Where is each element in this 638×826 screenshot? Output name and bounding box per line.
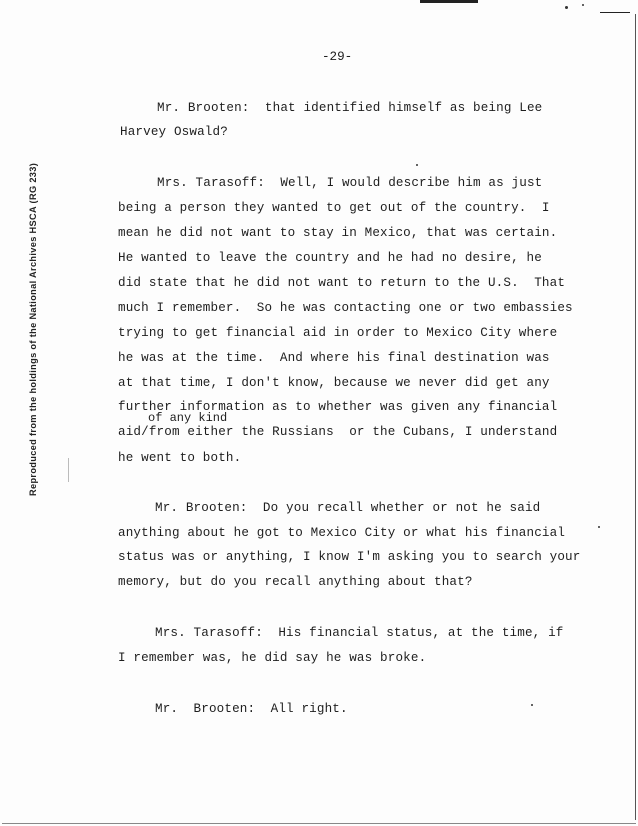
transcript-line: memory, but do you recall anything about that? <box>118 575 473 589</box>
transcript-line: Mrs. Tarasoff: His financial status, at the time, if <box>155 626 564 640</box>
scan-speck <box>416 164 418 166</box>
transcript-line: aid/from either the Russians or the Cubans, I understand <box>118 425 558 439</box>
scan-speck <box>531 704 533 706</box>
transcript-line: Mr. Brooten: that identified himself as being Lee <box>157 101 543 115</box>
transcript-line: anything about he got to Mexico City or what his financial <box>118 526 566 540</box>
page-number: -29- <box>322 50 353 64</box>
scan-edge-mark <box>600 12 630 13</box>
transcript-line: much I remember. So he was contacting one or two embassies <box>118 301 573 315</box>
transcript-line: Mr. Brooten: Do you recall whether or not he said <box>155 501 541 515</box>
transcript-line: He wanted to leave the country and he had no desire, he <box>118 251 542 265</box>
page-right-edge <box>635 14 636 820</box>
transcript-line: mean he did not want to stay in Mexico, that was certain. <box>118 226 558 240</box>
scan-speck <box>565 6 568 9</box>
transcript-line: he went to both. <box>118 451 242 465</box>
transcript-line: he was at the time. And where his final destination was <box>118 351 550 365</box>
transcript-line: at that time, I don't know, because we never did get any <box>118 376 550 390</box>
page-bottom-edge <box>2 823 636 824</box>
scan-edge-mark <box>68 458 69 482</box>
scan-edge-mark <box>420 0 478 3</box>
scan-speck <box>582 4 584 6</box>
archive-margin-note: Reproduced from the holdings of the National Archives HSCA (RG 233) <box>28 162 38 496</box>
handwritten-insert: of any kind <box>148 411 228 425</box>
transcript-line: Mrs. Tarasoff: Well, I would describe him as just <box>157 176 543 190</box>
transcript-line: being a person they wanted to get out of the country. I <box>118 201 550 215</box>
transcript-line: Mr. Brooten: All right. <box>155 702 348 716</box>
transcript-line: I remember was, he did say he was broke. <box>118 651 427 665</box>
scan-speck <box>598 526 600 528</box>
transcript-line: trying to get financial aid in order to Mexico City where <box>118 326 558 340</box>
transcript-line: status was or anything, I know I'm asking you to search your <box>118 550 581 564</box>
transcript-line: further information as to whether was given any financial <box>118 400 558 414</box>
transcript-line: Harvey Oswald? <box>120 125 228 139</box>
transcript-line: did state that he did not want to return to the U.S. That <box>118 276 566 290</box>
